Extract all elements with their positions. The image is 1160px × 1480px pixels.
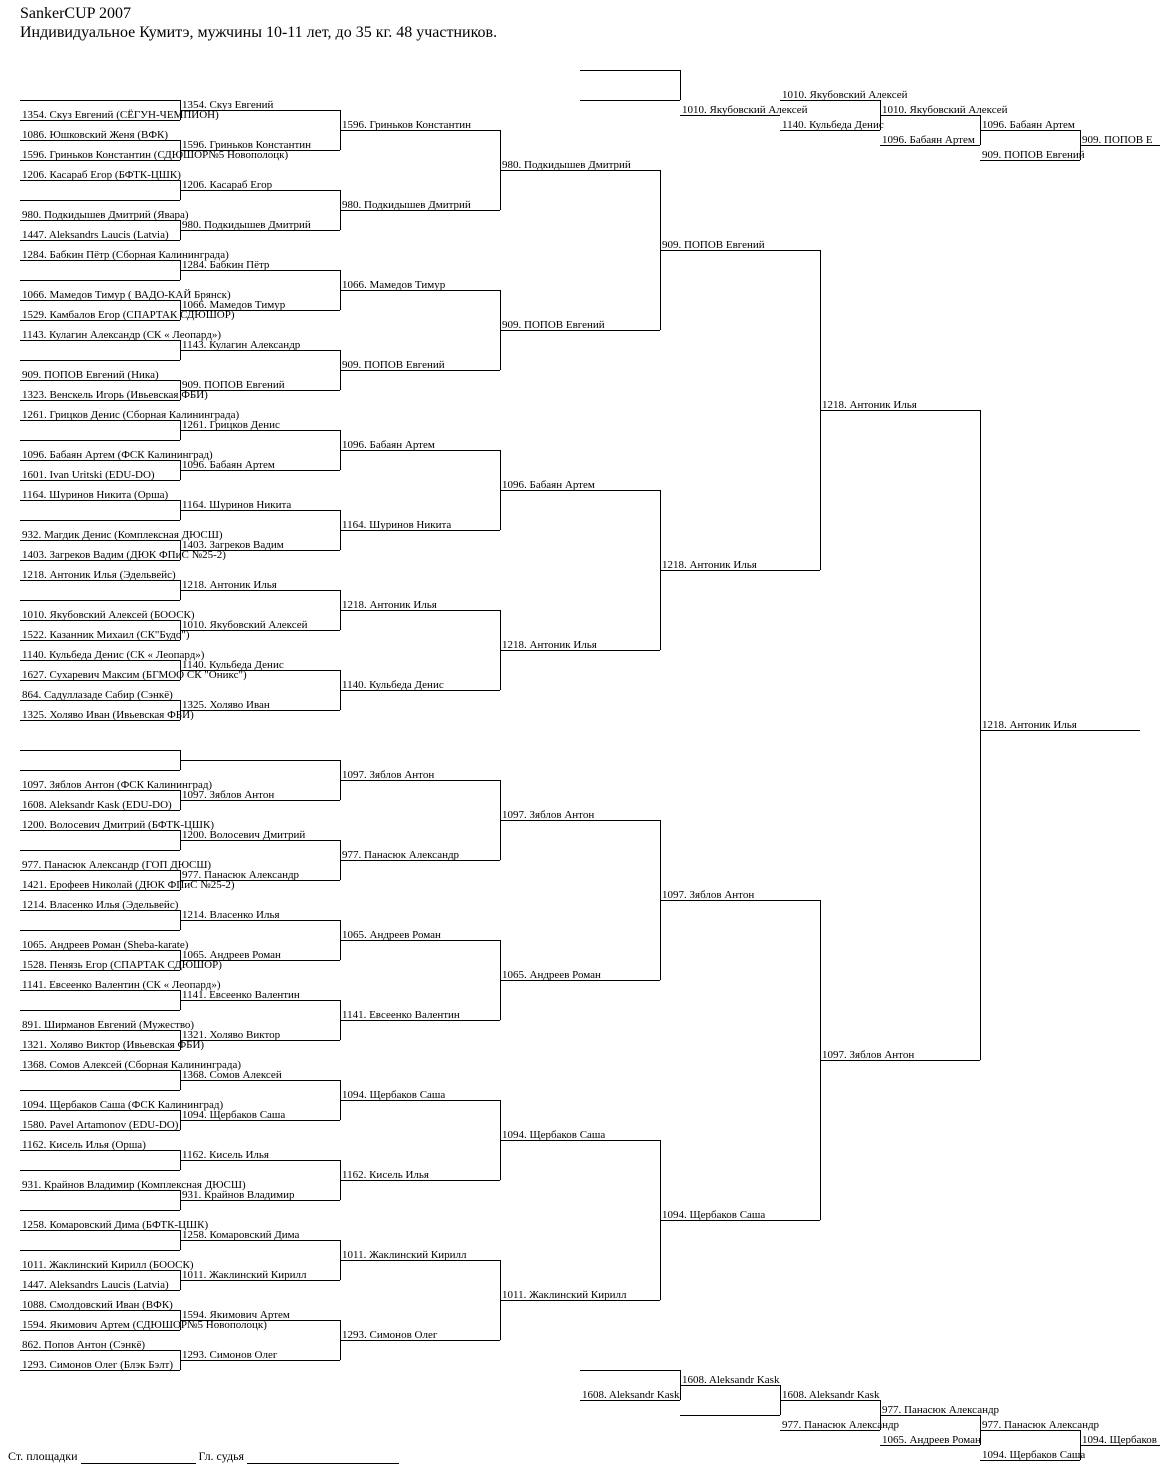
round2-entry: 1284. Бабкин Пётр	[182, 259, 270, 271]
round1-entry: 1368. Сомов Алексей (Сборная Калининграда)	[22, 1059, 242, 1071]
champion-entry: 1218. Антоник Илья	[982, 719, 1077, 731]
round2-entry: 1010. Якубовский Алексей	[182, 619, 308, 631]
round2-entry: 1162. Кисель Илья	[182, 1149, 269, 1161]
round1-entry: 931. Крайнов Владимир (Комплексная ДЮСШ)	[22, 1179, 246, 1191]
round1-entry: 864. Садуллазаде Сабир (Сэнкё)	[22, 689, 173, 701]
round3-entry: 1140. Кульбеда Денис	[342, 679, 444, 691]
round3-entry: 977. Панасюк Александр	[342, 849, 460, 861]
round1-entry: 1447. Aleksandrs Laucis (Latvia)	[22, 1279, 169, 1291]
round4-entry: 1011. Жаклинский Кирилл	[502, 1289, 627, 1301]
round5-entry: 909. ПОПОВ Евгений	[662, 239, 765, 251]
repechage-bottom-entry: 1065. Андреев Роман	[882, 1434, 981, 1446]
round2-entry: 1066. Мамедов Тимур	[182, 299, 286, 311]
site-referee-blank	[81, 1463, 196, 1464]
repechage-top-entry: 1140. Кульбеда Денис	[782, 119, 884, 131]
round4-entry: 1065. Андреев Роман	[502, 969, 601, 981]
round1-entry: 1608. Aleksandr Kask (EDU-DO)	[22, 799, 172, 811]
round1-entry-line	[20, 750, 180, 751]
round3-entry: 1094. Щербаков Саша	[342, 1089, 446, 1101]
round2-entry: 1261. Грицков Денис	[182, 419, 280, 431]
round4-entry: 980. Подкидышев Дмитрий	[502, 159, 631, 171]
round1-entry-line	[20, 850, 180, 851]
round5-entry: 1094. Щербаков Саша	[662, 1209, 766, 1221]
round1-entry-line	[20, 1250, 180, 1251]
repechage-bottom-entry: 1094. Щербаков	[1082, 1434, 1157, 1446]
round3-entry: 1141. Евсеенко Валентин	[342, 1009, 460, 1021]
repechage-top-entry: 1010. Якубовский Алексей	[882, 104, 1008, 116]
round1-entry: 1421. Ерофеев Николай (ДЮК ФПиС №25-2)	[22, 879, 235, 891]
round2-entry: 1218. Антоник Илья	[182, 579, 277, 591]
round1-entry: 1086. Юшковский Женя (ВФК)	[22, 129, 169, 141]
round2-entry: 1094. Щербаков Саша	[182, 1109, 286, 1121]
signature-footer	[8, 1449, 399, 1464]
round1-entry: 1065. Андреев Роман (Sheba-karate)	[22, 939, 189, 951]
round5-entry: 1097. Зяблов Антон	[662, 889, 755, 901]
round1-entry: 862. Попов Антон (Сэнкё)	[22, 1339, 146, 1351]
round1-entry: 1094. Щербаков Саша (ФСК Калининград)	[22, 1099, 224, 1111]
round3-entry: 1066. Мамедов Тимур	[342, 279, 446, 291]
round1-entry: 1206. Касараб Егор (БФТК-ЦШК)	[22, 169, 181, 181]
round2-entry: 977. Панасюк Александр	[182, 869, 300, 881]
category-subtitle: Индивидуальное Кумитэ, мужчины 10-11 лет, до 35 кг. 48 участников.	[20, 24, 498, 41]
round6-entry: 1097. Зяблов Антон	[822, 1049, 915, 1061]
round1-entry: 1323. Венскель Игорь (Ивьевская ФБИ)	[22, 389, 208, 401]
round1-entry-line	[20, 1090, 180, 1091]
round1-entry: 932. Магдик Денис (Комплексная ДЮСШ)	[22, 529, 223, 541]
chief-referee-label: Гл. судья	[198, 1449, 245, 1463]
round1-entry-line	[20, 100, 180, 101]
round3-entry: 909. ПОПОВ Евгений	[342, 359, 445, 371]
round1-entry-line	[20, 200, 180, 201]
round1-entry: 1258. Комаровский Дима (БФТК-ЦШК)	[22, 1219, 209, 1231]
round1-entry: 1447. Aleksandrs Laucis (Latvia)	[22, 229, 169, 241]
round2-entry: 931. Крайнов Владимир	[182, 1189, 295, 1201]
round1-entry: 1596. Гриньков Константин (СДЮШОР№5 Новополоцк)	[22, 149, 289, 161]
round1-entry: 1010. Якубовский Алексей (БООСК)	[22, 609, 195, 621]
round1-entry: 891. Ширманов Евгений (Мужество)	[22, 1019, 195, 1031]
round2-entry: 1097. Зяблов Антон	[182, 789, 275, 801]
round2-entry: 1140. Кульбеда Денис	[182, 659, 284, 671]
round1-entry-line	[20, 1170, 180, 1171]
round3-entry: 1011. Жаклинский Кирилл	[342, 1249, 467, 1261]
round2-entry: 909. ПОПОВ Евгений	[182, 379, 285, 391]
repechage-bottom-entry: 1608. Aleksandr Kask	[582, 1389, 680, 1401]
round1-entry: 1627. Сухаревич Максим (БГМОО СК "Оникс")	[22, 669, 247, 681]
round3-entry: 1596. Гриньков Константин	[342, 119, 472, 131]
round1-entry: 1580. Pavel Artamonov (EDU-DO)	[22, 1119, 179, 1131]
round4-entry: 1094. Щербаков Саша	[502, 1129, 606, 1141]
round3-entry: 980. Подкидышев Дмитрий	[342, 199, 471, 211]
repechage-bottom-entry: 977. Панасюк Александр	[882, 1404, 1000, 1416]
round3-entry: 1096. Бабаян Артем	[342, 439, 435, 451]
round2-entry: 1065. Андреев Роман	[182, 949, 281, 961]
round1-entry: 980. Подкидышев Дмитрий (Явара)	[22, 209, 189, 221]
round1-entry: 1088. Смолдовский Иван (ВФК)	[22, 1299, 173, 1311]
repechage-top-entry: 909. ПОПОВ Евгений	[982, 149, 1085, 161]
round2-entry: 1258. Комаровский Дима	[182, 1229, 300, 1241]
round2-entry: 1354. Скуз Евгений	[182, 99, 274, 111]
round1-entry: 1261. Грицков Денис (Сборная Калининграда)	[22, 409, 240, 421]
repechage-top-entry: 1010. Якубовский Алексей	[682, 104, 808, 116]
bracket-connector	[680, 70, 681, 100]
round1-entry: 1066. Мамедов Тимур ( ВАДО-КАЙ Брянск)	[22, 289, 231, 301]
repechage-bottom-line	[580, 1370, 680, 1371]
repechage-bottom-entry: 1608. Aleksandr Kask	[682, 1374, 780, 1386]
round1-entry: 909. ПОПОВ Евгений (Ника)	[22, 369, 159, 381]
repechage-bottom-entry: 1094. Щербаков Саша	[982, 1449, 1086, 1461]
round2-entry: 1206. Касараб Егор	[182, 179, 273, 191]
round2-entry: 980. Подкидышев Дмитрий	[182, 219, 311, 231]
round1-entry: 1321. Холяво Виктор (Ивьевская ФБИ)	[22, 1039, 205, 1051]
repechage-top-entry: 909. ПОПОВ Е	[1082, 134, 1153, 146]
round1-entry-line	[20, 770, 180, 771]
round2-entry: 1594. Якимович Артем	[182, 1309, 290, 1321]
round1-entry: 1594. Якимович Артем (СДЮШОР№5 Новополоцк)	[22, 1319, 267, 1331]
repechage-bottom-entry: 977. Панасюк Александр	[782, 1419, 900, 1431]
round6-entry: 1218. Антоник Илья	[822, 399, 917, 411]
round1-entry: 1162. Кисель Илья (Орша)	[22, 1139, 146, 1151]
round3-entry: 1218. Антоник Илья	[342, 599, 437, 611]
round2-entry: 1596. Гриньков Константин	[182, 139, 312, 151]
round4-entry: 1218. Антоник Илья	[502, 639, 597, 651]
round1-entry: 977. Панасюк Александр (ГОП ДЮСШ)	[22, 859, 212, 871]
round1-entry: 1293. Симонов Олег (Блэк Бэлт)	[22, 1359, 174, 1371]
round1-entry: 1143. Кулагин Александр (СК « Леопард»)	[22, 329, 222, 341]
round1-entry: 1140. Кульбеда Денис (СК « Леопард»)	[22, 649, 205, 661]
repechage-bottom-entry: 1608. Aleksandr Kask	[782, 1389, 880, 1401]
round1-entry-line	[20, 440, 180, 441]
round1-entry: 1097. Зяблов Антон (ФСК Калининград)	[22, 779, 213, 791]
round2-entry: 1321. Холяво Виктор	[182, 1029, 281, 1041]
round3-entry: 1162. Кисель Илья	[342, 1169, 429, 1181]
round1-entry-line	[20, 520, 180, 521]
round1-entry: 1096. Бабаян Артем (ФСК Калининград)	[22, 449, 213, 461]
round1-entry: 1200. Волосевич Дмитрий (БФТК-ЦШК)	[22, 819, 215, 831]
repechage-top-entry: 1010. Якубовский Алексей	[782, 89, 908, 101]
round1-entry: 1403. Загреков Вадим (ДЮК ФПиС №25-2)	[22, 549, 226, 561]
round1-entry: 1522. Казанник Михаил (СК"Будо")	[22, 629, 190, 641]
round1-entry: 1528. Пенязь Егор (СПАРТАК СДЮШОР)	[22, 959, 222, 971]
round2-entry: 1325. Холяво Иван	[182, 699, 270, 711]
round1-entry-line	[20, 280, 180, 281]
repechage-bottom-line	[680, 1415, 780, 1416]
round2-entry: 1214. Власенко Илья	[182, 909, 280, 921]
round4-entry: 1097. Зяблов Антон	[502, 809, 595, 821]
round4-entry: 909. ПОПОВ Евгений	[502, 319, 605, 331]
site-referee-label: Ст. площадки	[8, 1449, 78, 1463]
round1-entry: 1529. Камбалов Егор (СПАРТАК СДЮШОР)	[22, 309, 235, 321]
tournament-title: SankerCUP 2007	[20, 5, 131, 22]
repechage-top-entry: 1096. Бабаян Артем	[982, 119, 1075, 131]
round1-entry: 1325. Холяво Иван (Ивьевская ФБИ)	[22, 709, 194, 721]
round1-entry-line	[20, 930, 180, 931]
round1-entry: 1601. Ivan Uritski (EDU-DO)	[22, 469, 155, 481]
round1-entry-line	[20, 1210, 180, 1211]
round1-entry: 1354. Скуз Евгений (СЁГУН-ЧЕМПИОН)	[22, 109, 219, 121]
round1-entry: 1164. Шуринов Никита (Орша)	[22, 489, 169, 501]
round1-entry: 1284. Бабкин Пётр (Сборная Калининграда)	[22, 249, 229, 261]
round2-entry: 1011. Жаклинский Кирилл	[182, 1269, 307, 1281]
round3-entry: 1164. Шуринов Никита	[342, 519, 452, 531]
round4-entry: 1096. Бабаян Артем	[502, 479, 595, 491]
round2-entry: 1164. Шуринов Никита	[182, 499, 292, 511]
round1-entry: 1011. Жаклинский Кирилл (БООСК)	[22, 1259, 194, 1271]
round1-entry-line	[20, 600, 180, 601]
round1-entry: 1141. Евсеенко Валентин (СК « Леопард»)	[22, 979, 221, 991]
repechage-top-line	[580, 100, 680, 101]
round1-entry-line	[20, 1010, 180, 1011]
repechage-top-entry: 1096. Бабаян Артем	[882, 134, 975, 146]
round2-entry: 1293. Симонов Олег	[182, 1349, 278, 1361]
round2-entry: 1368. Сомов Алексей	[182, 1069, 282, 1081]
repechage-bottom-entry: 977. Панасюк Александр	[982, 1419, 1100, 1431]
round2-entry: 1403. Загреков Вадим	[182, 539, 284, 551]
round1-entry-line	[20, 360, 180, 361]
round3-entry: 1097. Зяблов Антон	[342, 769, 435, 781]
round2-entry: 1200. Волосевич Дмитрий	[182, 829, 306, 841]
round2-entry: 1141. Евсеенко Валентин	[182, 989, 300, 1001]
repechage-top-line	[580, 70, 680, 71]
round1-entry: 1218. Антоник Илья (Эдельвейс)	[22, 569, 176, 581]
round2-entry-line	[180, 760, 340, 761]
round2-entry: 1143. Кулагин Александр	[182, 339, 301, 351]
round1-entry: 1214. Власенко Илья (Эдельвейс)	[22, 899, 179, 911]
chief-referee-blank	[247, 1463, 399, 1464]
round2-entry: 1096. Бабаян Артем	[182, 459, 275, 471]
round5-entry: 1218. Антоник Илья	[662, 559, 757, 571]
round3-entry: 1065. Андреев Роман	[342, 929, 441, 941]
round3-entry: 1293. Симонов Олег	[342, 1329, 438, 1341]
